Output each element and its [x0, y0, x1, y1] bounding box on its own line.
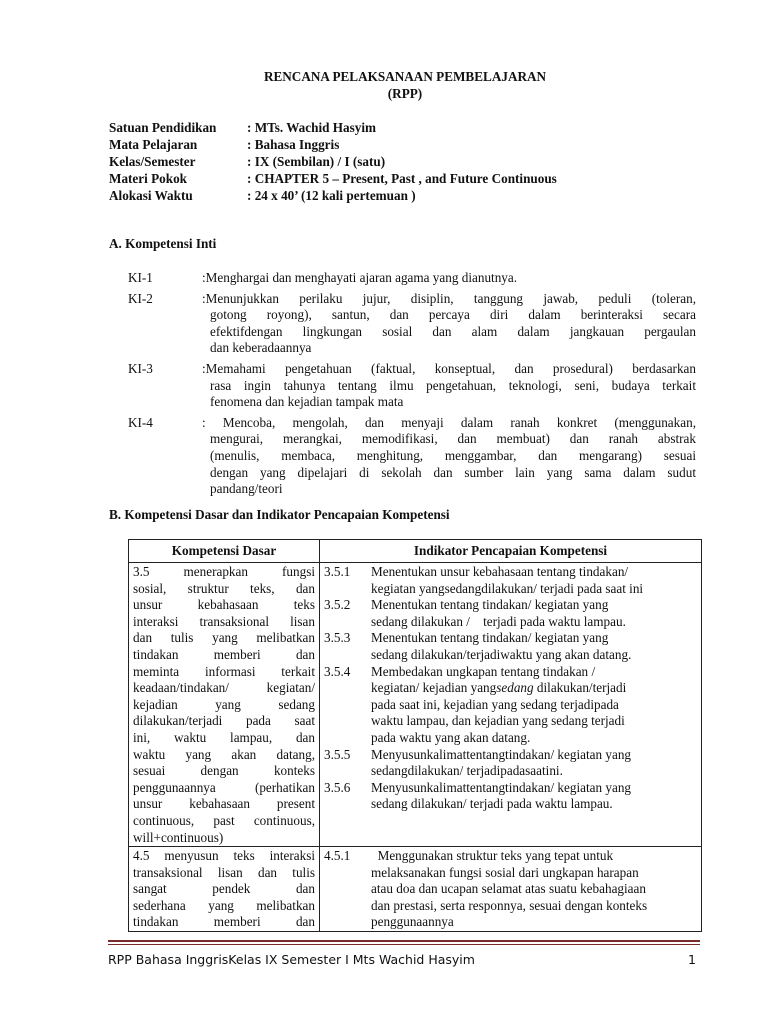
kd-line: keadaan/tindakan/ kegiatan/ — [133, 680, 315, 696]
title-line-1: RENCANA PELAKSANAAN PEMBELAJARAN — [263, 69, 547, 84]
ki-text — [202, 415, 696, 498]
page-footer — [108, 952, 696, 969]
ki-line: :Memahami pengetahuan (faktual, konseptual, dan prosedural) berdasarkan — [202, 360, 696, 376]
identity-row — [109, 120, 557, 137]
column-header-kd: Kompetensi Dasar — [129, 540, 320, 563]
ki-code: KI-1 — [128, 270, 153, 285]
table-row — [129, 847, 702, 932]
ipk-text — [371, 664, 697, 747]
ki-line: :Menunjukkan perilaku jujur, disiplin, tanggung jawab, peduli (toleran, — [202, 290, 696, 306]
ipk-list — [320, 847, 701, 931]
kd-line: sesuai dengan konteks — [133, 763, 315, 779]
ki-text — [202, 291, 696, 357]
ki-line: :Menghargai dan menghayati ajaran agama yang dianutnya. — [202, 270, 518, 285]
ipk-item — [324, 747, 697, 780]
ipk-item — [324, 564, 697, 597]
ipk-line: atau doa dan ucapan selamat atas suatu kebahagiaan — [371, 881, 646, 897]
identity-row — [109, 188, 557, 205]
kd-line: meminta informasi terkait — [133, 663, 315, 679]
kd-line: kejadian yang sedang — [133, 696, 315, 712]
kd-line: interaksi transaksional lisan — [133, 613, 315, 629]
kd-text — [129, 563, 319, 846]
kompetensi-table — [128, 539, 702, 932]
ipk-line: kegiatan yangsedangdilakukan/ terjadi pada saat ini — [371, 580, 644, 596]
ki-line: efektifdengan lingkungan sosial dan alam dalam jangkauan pergaulan — [210, 323, 696, 339]
ipk-line: Menentukan tentang tindakan/ kegiatan yang — [371, 597, 609, 613]
ipk-item — [324, 664, 697, 747]
footer-rule — [108, 940, 700, 942]
ki-line: dan keberadaannya — [210, 340, 312, 356]
ipk-line: pada saat ini, kejadian yang sedang terjadipada — [371, 696, 619, 712]
kd-line: will+continuous) — [133, 829, 224, 845]
kd-line: unsur kebahasaan teks — [133, 597, 315, 613]
kd-line: penggunaannya (perhatikan — [133, 779, 315, 795]
ipk-item — [324, 597, 697, 630]
table-header-row — [129, 540, 702, 563]
footer-rule-thin — [108, 944, 700, 945]
identity-value: : 24 x 40’ (12 kali pertemuan ) — [247, 188, 416, 203]
kd-line: sederhana yang melibatkan — [133, 897, 315, 913]
ipk-code: 3.5.5 — [324, 746, 351, 762]
ipk-code: 3.5.1 — [324, 564, 351, 579]
kd-line: dilakukan/terjadi pada saat — [133, 713, 315, 729]
kd-line: 4.5 menyusun teks interaksi — [133, 848, 315, 864]
identity-block — [109, 120, 557, 205]
kd-line: sosial, struktur teks, dan — [133, 580, 315, 596]
page-number: 1 — [688, 952, 696, 967]
ipk-text — [371, 848, 697, 931]
ipk-item — [324, 630, 697, 663]
ipk-line: waktu lampau, dan kejadian yang sedang terjadi — [371, 713, 625, 729]
ipk-text — [371, 747, 697, 780]
ki-text — [202, 270, 696, 287]
kd-text — [129, 847, 319, 931]
ipk-line: Menyusunkalimattentangtindakan/ kegiatan yang — [371, 779, 632, 795]
identity-row — [109, 137, 557, 154]
section-a-heading: A. Kompetensi Inti — [109, 236, 217, 251]
ipk-code: 3.5.4 — [324, 663, 351, 679]
ipk-text — [371, 564, 697, 597]
ki-line: : Mencoba, mengolah, dan menyaji dalam ranah konkret (menggunakan, — [202, 414, 696, 430]
ipk-text — [371, 630, 697, 663]
column-header-ipk: Indikator Pencapaian Kompetensi — [320, 540, 702, 563]
ipk-line: Menyusunkalimattentangtindakan/ kegiatan yang — [371, 746, 632, 762]
ipk-code: 4.5.1 — [324, 848, 351, 864]
ki-line: (menulis, membaca, menghitung, menggambar, dan mengarang) sesuai — [210, 447, 696, 463]
ki-item — [128, 270, 696, 287]
kd-line: 3.5 menerapkan fungsi — [133, 564, 315, 579]
italic-word: sedang — [496, 680, 534, 696]
ki-line: rasa ingin tahunya tentang ilmu pengetahuan, teknologi, seni, budaya terkait — [210, 377, 696, 393]
ipk-line: sedang dilakukan/ terjadi pada waktu lampau. — [371, 796, 613, 812]
ipk-line: sedang dilakukan/terjadiwaktu yang akan datang. — [371, 646, 632, 662]
ipk-line: Menentukan unsur kebahasaan tentang tindakan/ — [371, 564, 629, 579]
ipk-text — [371, 780, 697, 813]
document-title — [108, 69, 702, 103]
ipk-line: Membedakan ungkapan tentang tindakan / — [371, 663, 596, 679]
ki-line: mengurai, merangkai, memodifikasi, dan membuat) dan ranah abstrak — [210, 431, 696, 447]
ipk-line: melaksanakan fungsi sosial dari ungkapan harapan — [371, 864, 639, 880]
ki-line: fenomena dan kejadian tampak mata — [210, 394, 404, 410]
ipk-item — [324, 780, 697, 813]
kd-line: continuous, past continuous, — [133, 812, 315, 828]
kd-line: tindakan memberi dan — [133, 646, 315, 662]
kd-line: dan tulis yang melibatkan — [133, 630, 315, 646]
identity-label: Mata Pelajaran — [109, 137, 198, 152]
ki-text — [202, 361, 696, 411]
identity-label: Materi Pokok — [109, 171, 188, 186]
ipk-line: penggunaannya — [371, 914, 454, 930]
identity-value: : IX (Sembilan) / I (satu) — [247, 154, 386, 169]
section-b-heading: B. Kompetensi Dasar dan Indikator Pencapaian Kompetensi — [109, 507, 450, 522]
kd-line: ini, waktu lampau, dan — [133, 729, 315, 745]
ki-item — [128, 291, 696, 357]
ki-code: KI-2 — [128, 290, 153, 306]
identity-row — [109, 154, 557, 171]
title-line-2: (RPP) — [387, 86, 423, 101]
ki-item — [128, 415, 696, 498]
ipk-line: Menggunakan struktur teks yang tepat untuk — [371, 848, 614, 864]
kompetensi-inti-list — [128, 270, 696, 498]
kd-line: sangat pendek dan — [133, 881, 315, 897]
ipk-cell — [320, 563, 702, 847]
ipk-code: 3.5.3 — [324, 630, 351, 646]
ki-code: KI-3 — [128, 360, 153, 376]
identity-value: : MTs. Wachid Hasyim — [247, 120, 376, 135]
ki-item — [128, 361, 696, 411]
ki-line: pandang/teori — [210, 481, 283, 497]
kd-line: transaksional lisan dan tulis — [133, 864, 315, 880]
footer-text: RPP Bahasa InggrisKelas IX Semester I Mts Wachid Hasyim — [108, 952, 475, 967]
kd-line: unsur kebahasaan present — [133, 796, 315, 812]
ipk-line: kegiatan/ kejadian yangsedang dilakukan/terjadi — [371, 680, 627, 696]
kd-cell — [129, 563, 320, 847]
identity-label: Kelas/Semester — [109, 154, 196, 169]
ipk-line: pada waktu yang akan datang. — [371, 729, 531, 745]
ipk-text — [371, 597, 697, 630]
kd-line: waktu yang akan datang, — [133, 746, 315, 762]
ki-line: dengan yang dipelajari di sekolah dan sumber lain yang sama dalam sudut — [210, 464, 696, 480]
kd-cell — [129, 847, 320, 932]
identity-label: Satuan Pendidikan — [109, 120, 217, 135]
ipk-line: dan prestasi, serta responnya, sesuai dengan konteks — [371, 897, 648, 913]
ipk-code: 3.5.2 — [324, 597, 351, 613]
ipk-item — [324, 848, 697, 931]
ipk-line: sedangdilakukan/ terjadipadasaatini. — [371, 763, 563, 779]
ipk-code: 3.5.6 — [324, 779, 351, 795]
table-row — [129, 563, 702, 847]
ki-line: gotong royong), santun, dan percaya diri dalam berinteraksi secara — [210, 307, 696, 323]
identity-value: : CHAPTER 5 – Present, Past , and Future Continuous — [247, 171, 557, 186]
identity-label: Alokasi Waktu — [109, 188, 193, 203]
ipk-line: sedang dilakukan / terjadi pada waktu lampau. — [371, 613, 626, 629]
ipk-list — [320, 563, 701, 813]
ki-code: KI-4 — [128, 414, 153, 430]
identity-value: : Bahasa Inggris — [247, 137, 340, 152]
ipk-cell — [320, 847, 702, 932]
identity-row — [109, 171, 557, 188]
ipk-line: Menentukan tentang tindakan/ kegiatan yang — [371, 630, 609, 646]
kd-line: tindakan memberi dan — [133, 914, 315, 930]
